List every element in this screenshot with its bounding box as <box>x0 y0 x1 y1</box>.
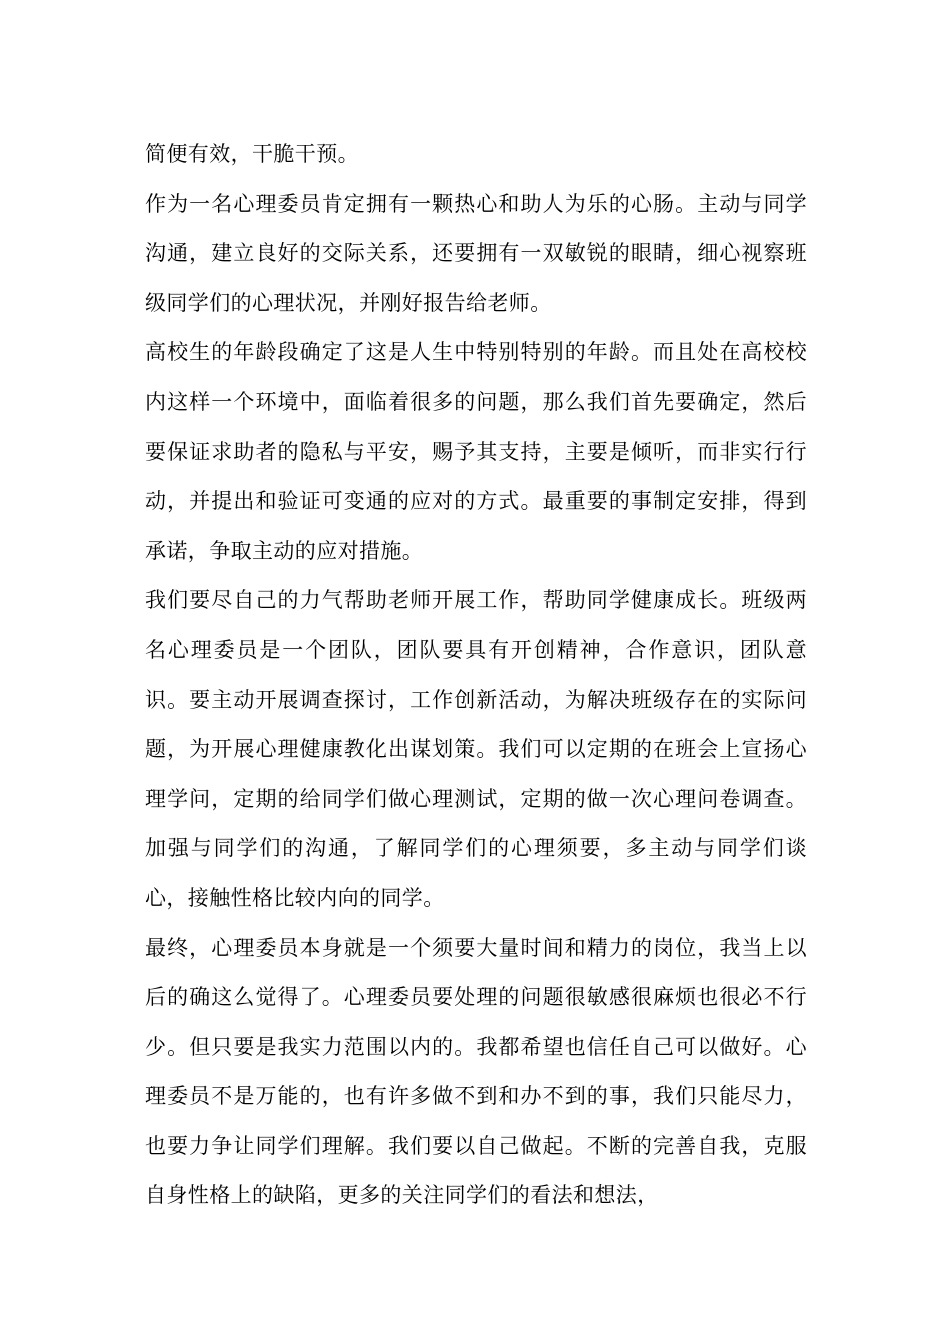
paragraph-1: 简便有效，干脆干预。 <box>145 142 359 166</box>
paragraph-3: 高校生的年龄段确定了这是人生中特别特别的年龄。而且处在高校校内这样一个环境中，面临着很多的问题，那么我们首先要确定，然后要保证求助者的隐私与平安，赐予其支持，主要是倾听，而非实行行动，并提出和验证可变通的应对的方式。最重要的事制定安排，得到承诺，争取主动的应对措施。 <box>145 340 807 563</box>
paragraph-2: 作为一名心理委员肯定拥有一颗热心和助人为乐的心肠。主动与同学沟通，建立良好的交际关系，还要拥有一双敏锐的眼睛，细心视察班级同学们的心理状况，并刚好报告给老师。 <box>145 191 807 315</box>
paragraph-5: 最终，心理委员本身就是一个须要大量时间和精力的岗位，我当上以后的确这么觉得了。心理委员要处理的问题很敏感很麻烦也很必不行少。但只要是我实力范围以内的。我都希望也信任自己可以做好。心理委员不是万能的，也有许多做不到和办不到的事，我们只能尽力，也要力争让同学们理解。我们要以自己做起。不断的完善自我，克服自身性格上的缺陷，更多的关注同学们的看法和想法， <box>145 935 807 1208</box>
document-body <box>145 130 807 1221</box>
paragraph-4: 我们要尽自己的力气帮助老师开展工作，帮助同学健康成长。班级两名心理委员是一个团队，团队要具有开创精神，合作意识，团队意识。要主动开展调查探讨，工作创新活动，为解决班级存在的实际问题，为开展心理健康教化出谋划策。我们可以定期的在班会上宣扬心理学问，定期的给同学们做心理测试，定期的做一次心理问卷调查。加强与同学们的沟通，了解同学们的心理须要，多主动与同学们谈心，接触性格比较内向的同学。 <box>145 588 807 910</box>
